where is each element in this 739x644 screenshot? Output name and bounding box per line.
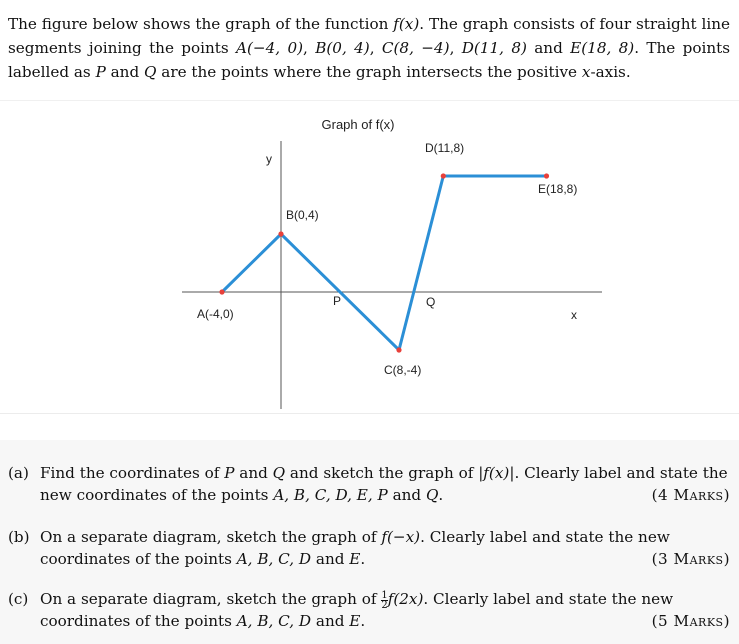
separator: and — [311, 550, 350, 568]
marks-badge: (3 Marks) — [651, 550, 730, 568]
function-name: f(x) — [393, 15, 420, 33]
point-p-name: P — [224, 464, 235, 482]
question-text: . Clearly label and state the new coordinates of the points — [40, 464, 728, 504]
separator: , — [303, 39, 316, 57]
point-b-coord: B(0, 4) — [315, 39, 370, 57]
graph-figure — [0, 100, 739, 414]
point-c — [396, 347, 401, 352]
point-q-name: Q — [272, 464, 286, 482]
point-last: E — [349, 612, 361, 630]
point-last: E — [349, 550, 361, 568]
separator: , — [369, 39, 382, 57]
label-b: B(0,4) — [286, 208, 319, 222]
separator: and — [387, 486, 426, 504]
x-axis-label: x — [571, 308, 577, 322]
question-b — [8, 526, 730, 570]
y-axis-label: y — [266, 152, 272, 166]
question-body — [40, 462, 730, 506]
question-text: . Clearly label and state the new coordinates of the points — [40, 528, 670, 568]
question-parts — [0, 440, 739, 644]
separator: and — [526, 39, 571, 57]
label-a: A(-4,0) — [197, 307, 234, 321]
question-text: and sketch the graph of — [285, 464, 479, 482]
math-expression: |f(x)| — [478, 464, 515, 482]
math-expression: f(2x) — [387, 590, 424, 608]
separator: . — [438, 486, 444, 504]
question-text: . Clearly label and state the new coordinates of the points — [40, 590, 674, 630]
point-b — [278, 231, 283, 236]
separator: and — [311, 612, 350, 630]
point-d — [441, 173, 446, 178]
question-text: Find the coordinates of — [40, 464, 225, 482]
question-body — [40, 526, 730, 570]
point-list: A, B, C, D — [236, 550, 312, 568]
question-text: On a separate diagram, sketch the graph of — [40, 528, 382, 546]
label-p: P — [333, 294, 342, 308]
separator: . — [360, 612, 366, 630]
fraction-numerator: 1 — [381, 589, 388, 601]
intro-text: -axis. — [590, 63, 631, 81]
label-d: D(11,8) — [425, 141, 465, 155]
intro-text: . The graph consists of four straight line segments joining the points — [8, 15, 730, 57]
point-q-name: Q — [144, 63, 157, 81]
question-a — [8, 462, 730, 506]
math-expression: f(−x) — [381, 528, 421, 546]
function-graph — [0, 101, 739, 413]
graph-series — [222, 176, 547, 350]
separator: . — [360, 550, 366, 568]
x-variable: x — [581, 63, 591, 81]
separator: , — [449, 39, 462, 57]
label-c: C(8,-4) — [384, 363, 422, 377]
point-e — [544, 173, 549, 178]
problem-intro — [8, 12, 730, 84]
intro-text: . The points labelled as — [8, 39, 731, 81]
marks-badge: (4 Marks) — [651, 486, 730, 504]
point-e-coord: E(18, 8) — [570, 39, 635, 57]
point-a-coord: A(−4, 0) — [236, 39, 304, 57]
graph-points — [219, 173, 549, 352]
label-q: Q — [426, 295, 436, 309]
separator: and — [105, 63, 145, 81]
question-label: (b) — [8, 528, 30, 546]
intro-text: are the points where the graph intersects the positive — [156, 63, 582, 81]
question-c — [8, 588, 730, 632]
point-p-name: P — [95, 63, 106, 81]
question-label: (c) — [8, 590, 29, 608]
question-label: (a) — [8, 464, 29, 482]
question-body — [40, 588, 730, 632]
intro-text: The figure below shows the graph of the function — [8, 15, 394, 33]
fraction-denominator: 2 — [381, 599, 388, 611]
point-list: A, B, C, D — [236, 612, 312, 630]
point-d-coord: D(11, 8) — [461, 39, 527, 57]
point-list: A, B, C, D, E, P — [273, 486, 388, 504]
point-c-coord: C(8, −4) — [381, 39, 450, 57]
label-e: E(18,8) — [538, 182, 578, 196]
graph-title: Graph of f(x) — [321, 117, 395, 132]
point-last: Q — [425, 486, 439, 504]
marks-badge: (5 Marks) — [651, 612, 730, 630]
series-line-0 — [222, 176, 547, 350]
question-text: On a separate diagram, sketch the graph of — [40, 590, 382, 608]
point-a — [219, 289, 224, 294]
separator: and — [234, 464, 273, 482]
